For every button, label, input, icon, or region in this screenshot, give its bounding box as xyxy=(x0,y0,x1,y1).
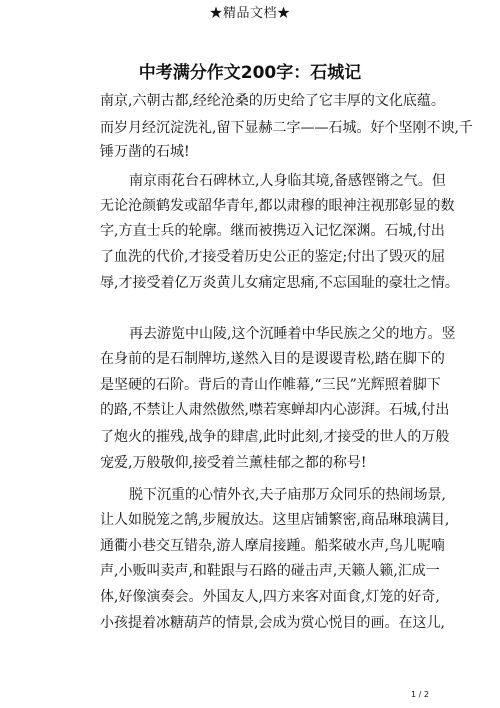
body-line: 了血洗的代价,才接受着历史公正的鉴定;付出了毁灭的屈 xyxy=(100,249,446,265)
body-line: 是坚硬的石阶。背后的青山作帷幕,“三民”光辉照着脚下 xyxy=(100,377,441,393)
body-line: 在身前的是石制牌坊,遂然入目的是谡谡青松,踏在脚下的 xyxy=(100,351,445,367)
body-line: 南京雨花台石碑林立,人身临其境,备感铿锵之气。但 xyxy=(129,173,446,189)
body-line: 再去游览中山陵,这个沉睡着中华民族之父的地方。竖 xyxy=(129,326,456,342)
page-header: ★精品文档★ xyxy=(209,6,291,21)
body-line: 了炮火的摧残,战争的肆虐,此时此刻,才接受的世人的万般 xyxy=(100,429,450,445)
body-line: 体,好像演奏会。外国友人,四方来客对面食,灯笼的好奇, xyxy=(100,589,440,605)
body-line: 字,方直士兵的轮廓。继而被携迈入记忆深渊。石城,付出 xyxy=(100,223,445,239)
body-line: 的路,不禁让人肃然傲然,噤若寒蝉却内心澎湃。石城,付出 xyxy=(100,402,450,418)
body-line: 声,小贩叫卖声,和鞋跟与石路的碰击声,天籁人籁,汇成一 xyxy=(100,563,440,579)
page-number: 1 / 2 xyxy=(411,690,429,699)
body-line: 宠爱,万般敬仰,接受着兰薰桂郁之都的称号! xyxy=(100,455,367,471)
body-line: 小孩提着冰糖葫芦的情景,会成为赏心悦目的画。在这儿, xyxy=(100,615,445,631)
document-title: 中考满分作文200字：石城记 xyxy=(138,63,362,83)
body-line: 脱下沉重的心情外衣,夫子庙那万众同乐的热闹场景, xyxy=(129,487,446,503)
body-line: 通衢小巷交互错杂,游人摩肩接踵。船桨破水声,鸟儿呢喃 xyxy=(100,538,445,554)
body-line: 让人如脱笼之鹄,步履放达。这里店铺繁密,商品琳琅满目, xyxy=(100,512,450,528)
body-line: 而岁月经沉淀洗礼,留下显赫二字——石城。好个坚刚不谀,千 xyxy=(100,120,473,136)
body-line: 无论沧颜鹤发或韶华青年,都以肃穆的眼神注视那彰显的数 xyxy=(100,198,455,214)
body-line: 锤万凿的石城! xyxy=(100,144,190,160)
body-line: 南京,六朝古都,经纶沧桑的历史给了它丰厚的文化底蕴。 xyxy=(100,93,445,109)
body-line: 辱,才接受着亿万炎黄儿女痛定思痛,不忘国耻的豪壮之情。 xyxy=(100,275,459,291)
